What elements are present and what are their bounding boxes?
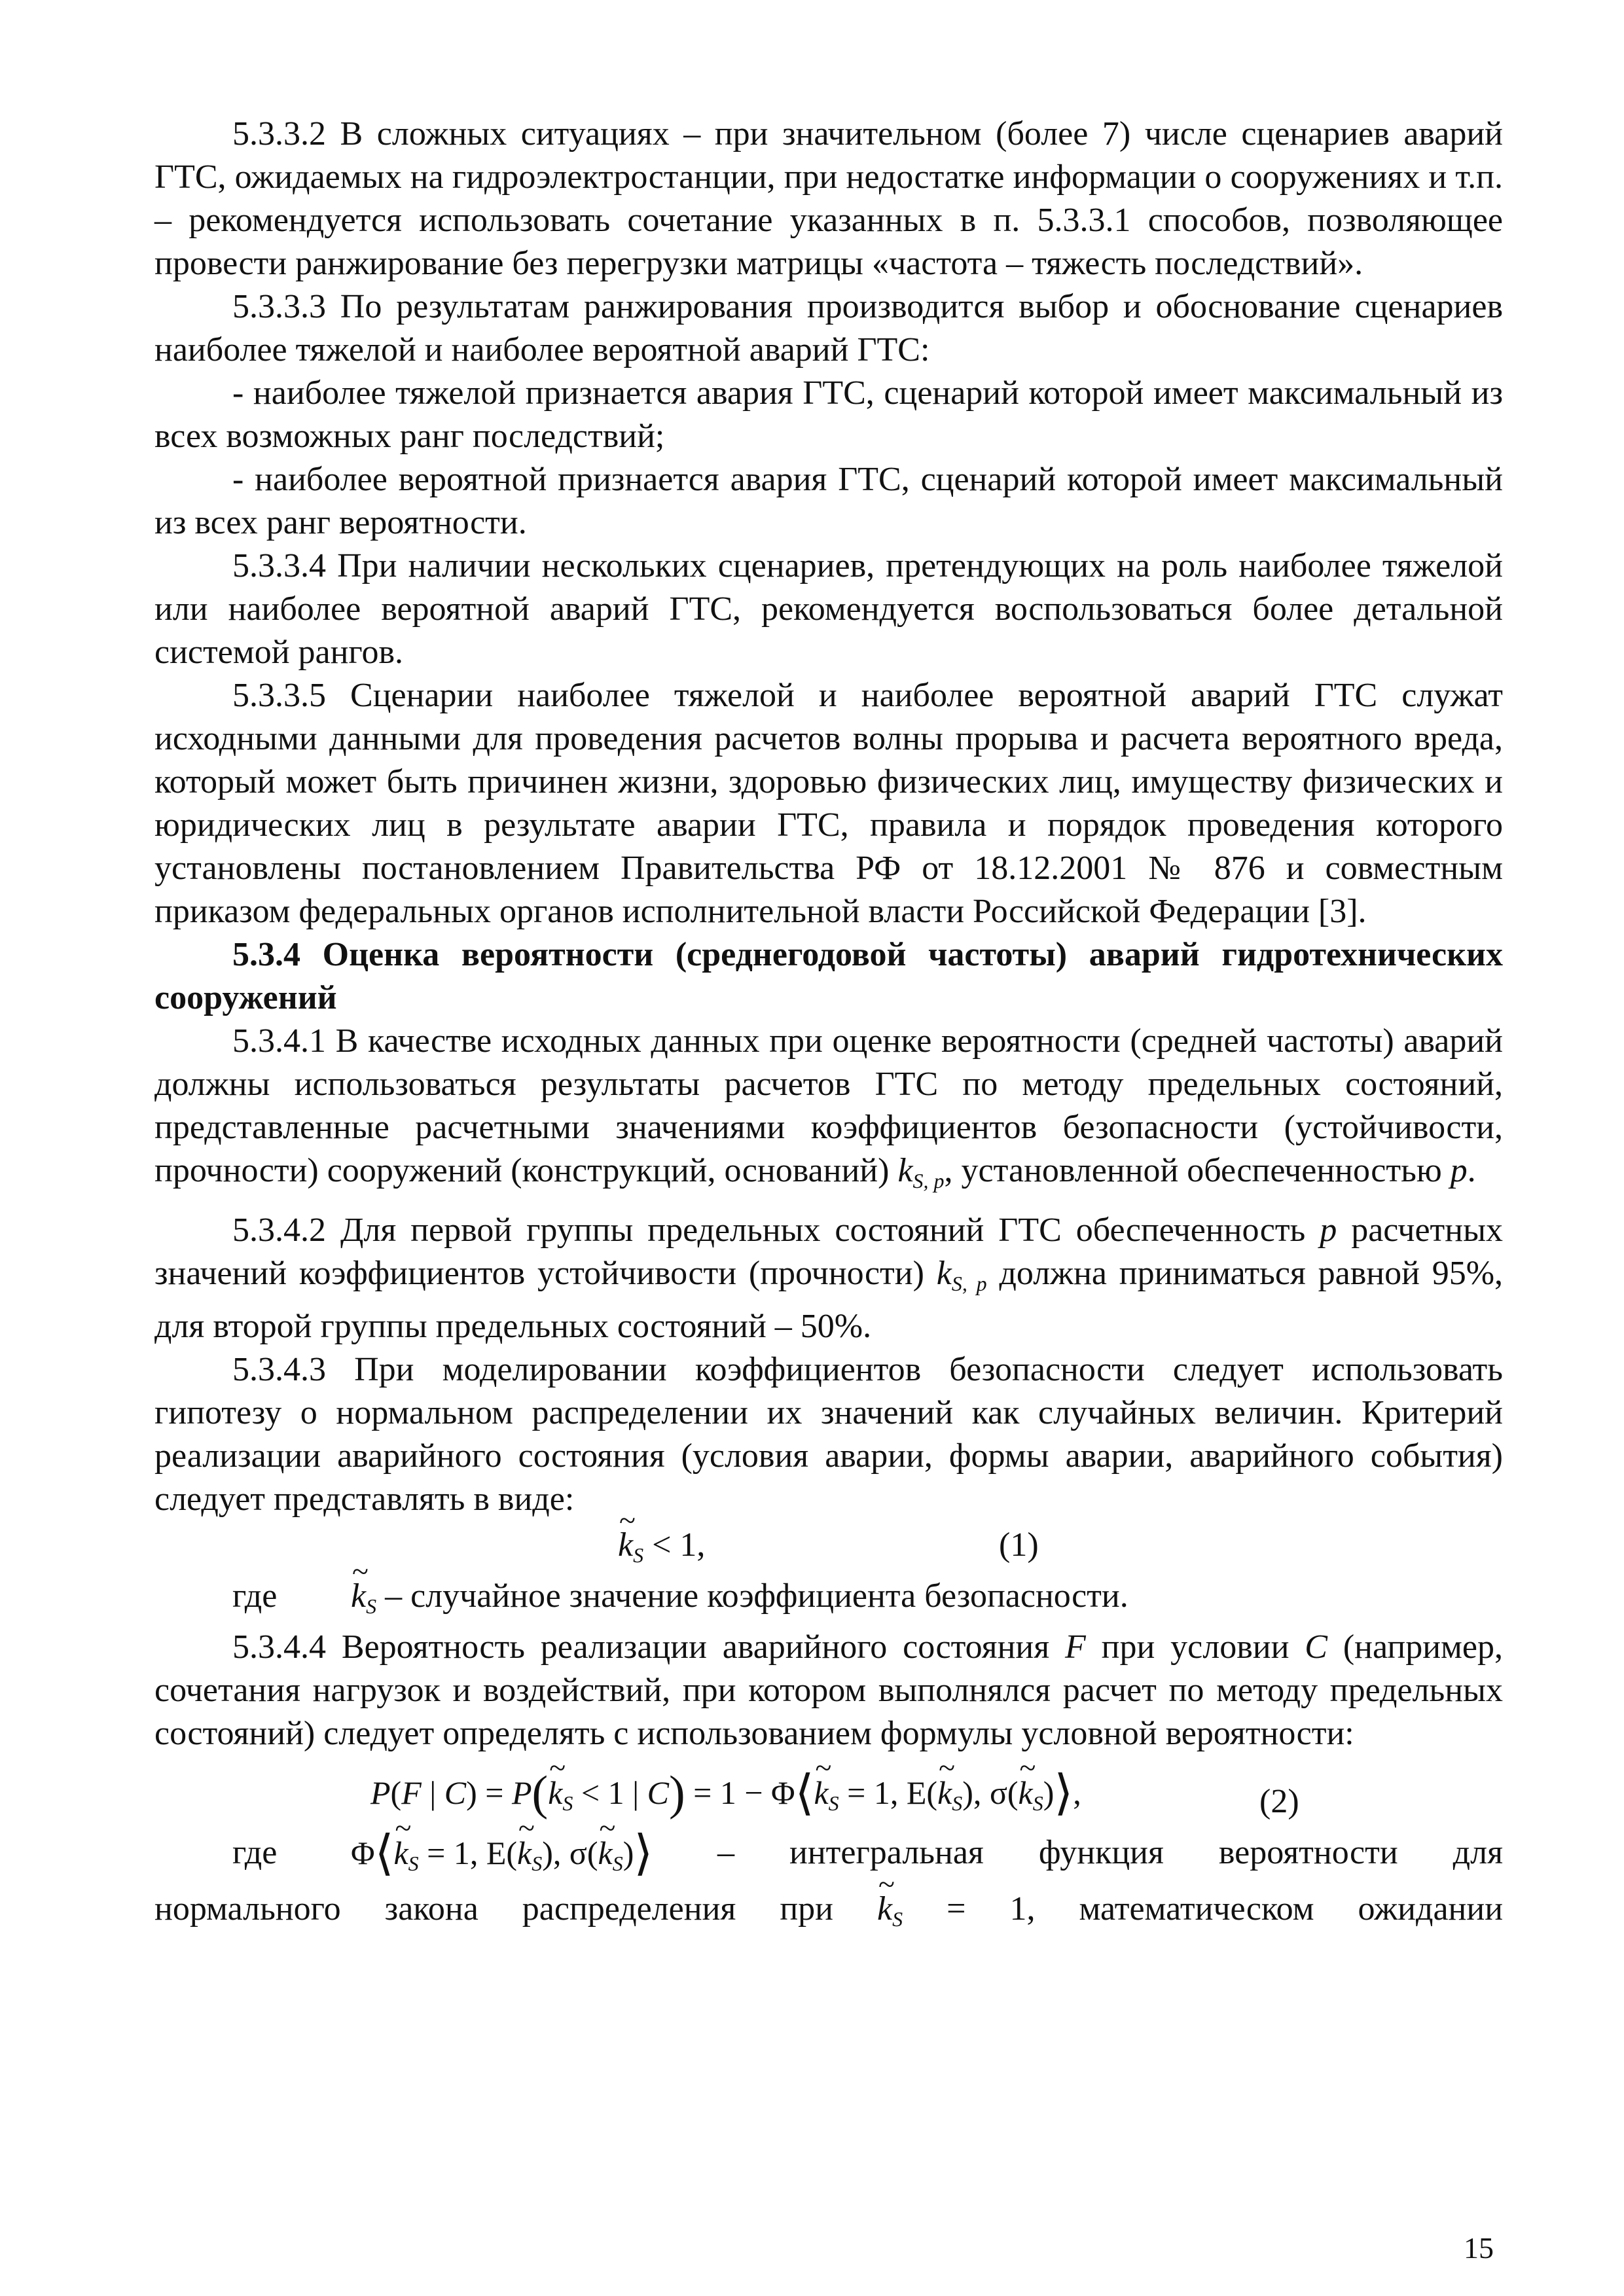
phi-expression: Φ⟨~ $k_S = 1$, E(~ $k_S$), σ(~ $k_S)⟩$ bbox=[351, 1831, 653, 1885]
paragraph-5335: 5.3.3.5 Сценарии наиболее тяжелой и наиболее вероятной аварий ГТС служат исходными данными для проведения расчетов волны прорыва и расчета вероятного вреда, который может быть причинен жизни, здоровью физических лиц, имуществу физических и юридических лиц в результате аварии ГТС, правила и порядок проведения которого установлены постановлением Правительства РФ от 18.12.2001 № 876 и совместным приказом федеральных органов исполнительной власти Российской Федерации [3]. bbox=[154, 677, 1503, 930]
equation-number-2: (2) bbox=[1259, 1783, 1299, 1820]
page-content bbox=[154, 113, 1503, 1941]
last-line bbox=[154, 1888, 1503, 1941]
paragraph-5344 bbox=[154, 1626, 1503, 1755]
formula-1-expression: ~ $k_S < 1$, bbox=[618, 1524, 705, 1577]
paragraph-5341-text: 5.3.4.1 В качестве исходных данных при оценке вероятности (средней частоты) аварий должны использоваться результаты расчетов ГТС по методу предельных состояний, представленные расчетными значениями коэффициентов безопасности (устойчивости, прочности) сооружений (конструкций, оснований) bbox=[154, 1022, 1503, 1189]
F-symbol: F bbox=[1065, 1628, 1086, 1666]
where-definition-2 bbox=[154, 1826, 1503, 1880]
where-text-1: ~ $k_S$ – случайное значение коэффициента безопасности. bbox=[351, 1575, 1128, 1628]
paragraph-5341: 5.3.4.1 В качестве исходных данных при оценке вероятности (средней частоты) аварий должны использоваться результаты расчетов ГТС по методу предельных состояний, представленные расчетными значениями коэффициентов безопасности (устойчивости, прочности) сооружений (конструкций, оснований) $k_{S, p}$, установленной обеспеченностью p. bbox=[154, 1022, 1503, 1193]
k-tilde-s-last: ~ $k_S$ bbox=[877, 1888, 903, 1941]
last-line-part-c: математическом ожидании bbox=[1079, 1890, 1504, 1928]
section-heading-534: 5.3.4 Оценка вероятности (среднегодовой частоты) аварий гидротехнических сооружений bbox=[154, 936, 1503, 1016]
k-sp-symbol: $k_{S, p}$ bbox=[897, 1152, 945, 1193]
last-line-part-a: нормального закона распределения при bbox=[154, 1890, 833, 1928]
C-symbol: C bbox=[1305, 1628, 1327, 1666]
page-number: 15 bbox=[1464, 2231, 1494, 2265]
k-sp-symbol-2: $k_{S, p}$ bbox=[936, 1255, 987, 1295]
last-line-part-b: = 1, bbox=[947, 1890, 1036, 1928]
paragraph-5332: 5.3.3.2 В сложных ситуациях – при значительном (более 7) числе сценариев аварий ГТС, ожидаемых на гидроэлектростанции, при недостатке информации о сооружениях и т.п. – рекомендуется использовать сочетание указанных в п. 5.3.3.1 способов, позволяющее провести ранжирование без перегрузки матрицы «частота – тяжесть последствий». bbox=[154, 115, 1503, 282]
k-tilde-s: ~ $k_S$ bbox=[618, 1524, 643, 1577]
paragraph-5341-tail: , установленной обеспеченностью bbox=[944, 1152, 1442, 1189]
paragraph-5344-part-a: 5.3.4.4 Вероятность реализации аварийного состояния bbox=[232, 1628, 1050, 1666]
paragraph-5342-part-b: расчетных значений коэффициентов устойчивости (прочности) bbox=[154, 1211, 1504, 1292]
paragraph-5342 bbox=[154, 1209, 1503, 1348]
where-label-1: где bbox=[232, 1577, 278, 1615]
where-text-2: – интегральная функция вероятности для bbox=[717, 1834, 1503, 1871]
paragraph-5342-part-a: 5.3.4.2 Для первой группы предельных состояний ГТС обеспеченность bbox=[232, 1211, 1306, 1249]
list-item-heaviest: - наиболее тяжелой признается авария ГТС, сценарий которой имеет максимальный из всех возможных ранг последствий; bbox=[154, 374, 1503, 455]
paragraph-5334: 5.3.3.4 При наличии нескольких сценариев, претендующих на роль наиболее тяжелой или наиболее вероятной аварий ГТС, рекомендуется воспользоваться более детальной системой рангов. bbox=[154, 547, 1503, 671]
where-definition-1 bbox=[154, 1575, 1503, 1621]
paragraph-5344-part-c: (например, сочетания нагрузок и воздействий, при котором выполнялся расчет по методу предельных состояний) следует определять с использованием формулы условной вероятности: bbox=[154, 1628, 1504, 1752]
paragraph-5342-part-c: должна приниматься равной 95%, для второй группы предельных состояний – 50%. bbox=[154, 1255, 1504, 1345]
formula-2-expression: P(F | C) = P(~ $k_S < 1$ | C) = 1 − Φ⟨~ $k_S = 1$, E(~ $k_S$), σ(~ $k_S)⟩$, bbox=[370, 1771, 1081, 1825]
p-symbol: p bbox=[1450, 1152, 1468, 1189]
paragraph-5344-part-b: при условии bbox=[1101, 1628, 1290, 1666]
where-label-2: где bbox=[232, 1834, 278, 1871]
equation-number-1: (1) bbox=[999, 1526, 1039, 1564]
paragraph-5343: 5.3.4.3 При моделировании коэффициентов безопасности следует использовать гипотезу о нормальном распределении их значений как случайных величин. Критерий реализации аварийного состояния (условия аварии, формы аварии, аварийного события) следует представлять в виде: bbox=[154, 1351, 1503, 1518]
formula-2 bbox=[154, 1761, 1503, 1826]
list-item-most-probable: - наиболее вероятной признается авария ГТС, сценарий которой имеет максимальный из всех ранг вероятности. bbox=[154, 461, 1503, 541]
p-symbol-2: p bbox=[1320, 1211, 1337, 1249]
paragraph-5333: 5.3.3.3 По результатам ранжирования производится выбор и обоснование сценариев наиболее тяжелой и наиболее вероятной аварий ГТС: bbox=[154, 288, 1503, 368]
